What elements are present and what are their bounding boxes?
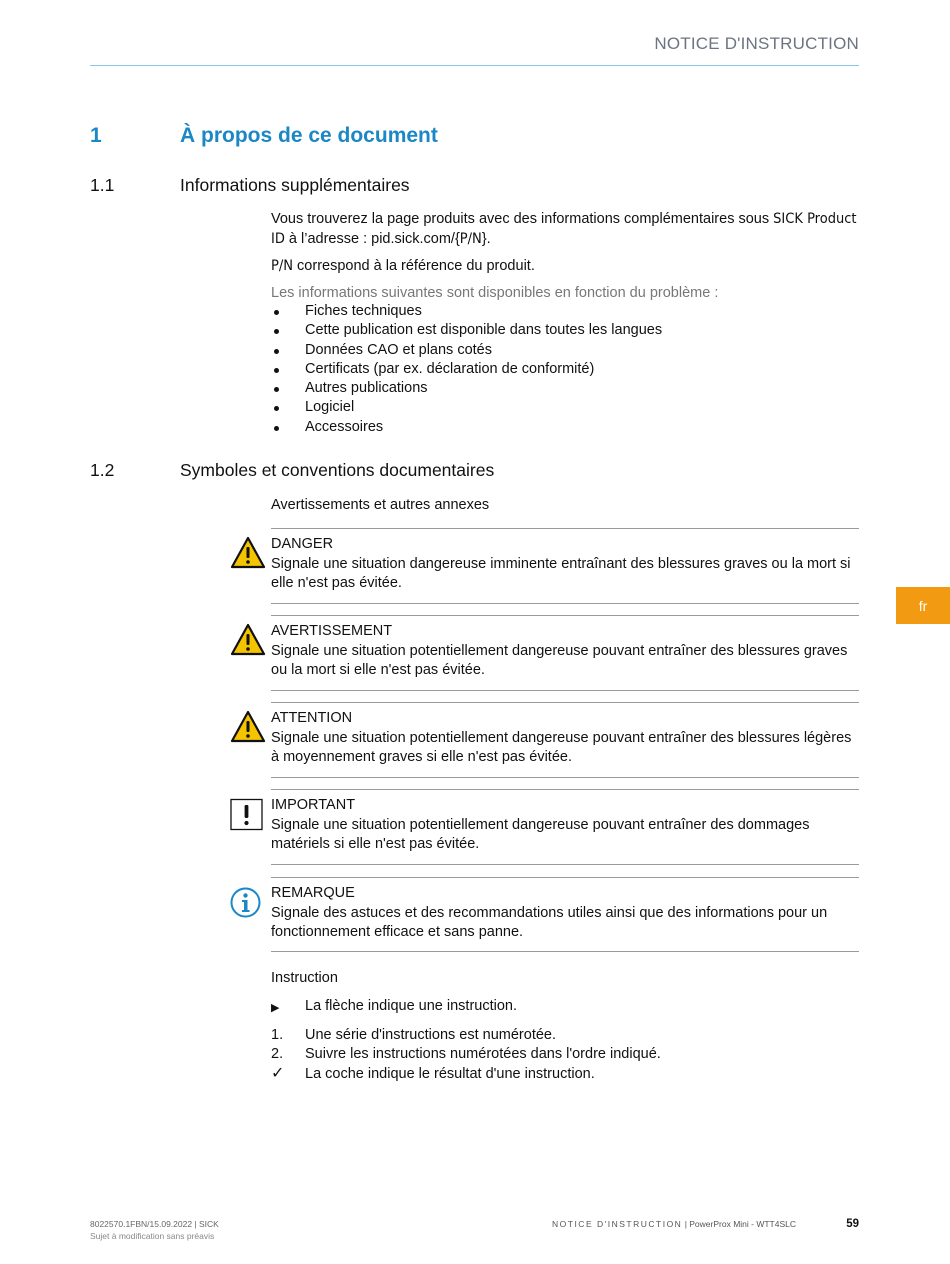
notice-rule-bottom	[271, 864, 859, 865]
warning-triangle-icon	[230, 710, 266, 744]
warning-triangle-icon	[230, 623, 266, 657]
footer-document-type	[552, 1219, 796, 1229]
list-item	[271, 997, 861, 1016]
notice-attention	[271, 709, 861, 768]
list-item	[271, 1045, 861, 1064]
list-item-text: Certificats (par ex. déclaration de conformité)	[305, 360, 595, 377]
notice-rule-bottom	[271, 951, 859, 952]
notice-text: Signale une situation dangereuse imminente entraînant des blessures graves ou la mort si elle n'est pas évitée.	[271, 555, 851, 591]
notice-rule-bottom	[271, 603, 859, 604]
product-name: PowerProx Mini - WTT4SLC	[689, 1219, 797, 1229]
notice-text: Signale une situation potentiellement dangereuse pouvant entraîner des blessures graves ou la mort si elle n'est pas évitée.	[271, 642, 848, 678]
pn-paragraph	[271, 257, 861, 277]
list-item-text: Autres publications	[305, 380, 428, 397]
doc-type: NOTICE D'INSTRUCTION	[552, 1219, 683, 1229]
paragraph-text: }.	[481, 230, 491, 247]
product-id-paragraph	[271, 210, 861, 249]
bullet-icon	[274, 387, 279, 392]
list-item	[271, 302, 861, 321]
list-item	[271, 379, 861, 398]
instruction-heading: Instruction	[271, 970, 338, 986]
list-item-text: Données CAO et plans cotés	[305, 341, 492, 358]
list-item	[271, 398, 861, 417]
notice-remarque	[271, 884, 861, 943]
list-item	[271, 341, 861, 360]
notice-rule-bottom	[271, 690, 859, 691]
info-circle-icon	[230, 886, 266, 920]
checkmark-icon: ✓	[271, 1064, 285, 1082]
list-intro: Les informations suivantes sont disponibles en fonction du problème :	[271, 284, 719, 301]
section-1-2-number: 1.2	[90, 460, 115, 480]
bullet-icon	[274, 329, 279, 334]
bullet-icon	[274, 368, 279, 373]
exclamation-box-icon	[230, 798, 266, 832]
paragraph-text: à l’adresse : pid.sick.com/{	[284, 230, 460, 247]
page-number: 59	[846, 1218, 859, 1230]
info-list	[271, 302, 861, 437]
pn-term: P/N	[271, 257, 294, 274]
notice-avertissement	[271, 622, 861, 681]
paragraph-text: correspond à la référence du produit.	[293, 257, 535, 274]
notice-title: DANGER	[271, 536, 334, 552]
play-arrow-icon: ▶	[271, 1002, 280, 1014]
bullet-icon	[274, 349, 279, 354]
list-item-text: Une série d'instructions est numérotée.	[305, 1027, 557, 1043]
running-header: NOTICE D'INSTRUCTION	[654, 34, 859, 53]
warning-triangle-icon	[230, 536, 266, 570]
bullet-icon	[274, 310, 279, 315]
list-item-text: La flèche indique une instruction.	[305, 998, 518, 1014]
section-1-number: 1	[90, 124, 102, 147]
section-1-1-body	[271, 210, 861, 437]
notice-rule-top	[271, 789, 859, 790]
notice-text: Signale des astuces et des recommandations utiles ainsi que des informations pour un fonctionnement efficace et sans panne.	[271, 904, 828, 940]
notice-rule-top	[271, 615, 859, 616]
product-id-term: SICK Product ID	[271, 211, 857, 247]
section-1-2-subtitle: Avertissements et autres annexes	[271, 497, 490, 513]
footer-separator: |	[682, 1219, 690, 1229]
arrow-instruction	[271, 997, 861, 1016]
notice-title: ATTENTION	[271, 710, 353, 726]
list-item-text: Suivre les instructions numérotées dans l'ordre indiqué.	[305, 1046, 661, 1063]
header-rule	[90, 65, 859, 66]
notice-rule-top	[271, 877, 859, 878]
notice-text: Signale une situation potentiellement dangereuse pouvant entraîner des blessures légères à moyennement graves si elle n'est pas évitée.	[271, 729, 852, 765]
section-1-title: À propos de ce document	[180, 124, 438, 147]
notice-important	[271, 796, 861, 855]
list-item-text: Accessoires	[305, 418, 384, 435]
list-item	[271, 418, 861, 437]
notice-text: Signale une situation potentiellement dangereuse pouvant entraîner des dommages matériels si elle n'est pas évitée.	[271, 816, 810, 852]
disclaimer: Sujet à modification sans préavis	[90, 1230, 215, 1241]
doc-reference: 8022570.1FBN/15.09.2022 | SICK	[90, 1219, 219, 1229]
section-1-2-title: Symboles et conventions documentaires	[180, 460, 495, 480]
notice-title: IMPORTANT	[271, 797, 356, 813]
notice-rule-bottom	[271, 777, 859, 778]
list-item	[271, 1065, 861, 1084]
notice-rule-top	[271, 702, 859, 703]
list-item-text: La coche indique le résultat d'une instruction.	[305, 1065, 595, 1082]
bullet-icon	[274, 426, 279, 431]
list-item-text: Cette publication est disponible dans toutes les langues	[305, 322, 663, 339]
list-item	[271, 321, 861, 340]
pn-term: P/N	[459, 230, 482, 247]
notice-rule-top	[271, 528, 859, 529]
notice-danger	[271, 535, 861, 594]
list-item-text: Fiches techniques	[305, 303, 422, 319]
notice-title: REMARQUE	[271, 885, 355, 901]
section-1-1-title: Informations supplémentaires	[180, 175, 410, 195]
notice-title: AVERTISSEMENT	[271, 623, 393, 639]
list-item-text: Logiciel	[305, 399, 355, 416]
numbered-instructions	[271, 1026, 861, 1084]
list-item	[271, 1026, 861, 1045]
list-item	[271, 360, 861, 379]
footer-doc-info	[90, 1219, 219, 1242]
paragraph-text: Vous trouverez la page produits avec des informations complémentaires sous	[271, 211, 774, 227]
language-tab[interactable]	[896, 587, 950, 624]
section-1-1-number: 1.1	[90, 175, 115, 195]
bullet-icon	[274, 406, 279, 411]
list-marker: 2.	[271, 1046, 284, 1063]
list-marker: 1.	[271, 1027, 284, 1043]
language-tab-label: fr	[918, 597, 928, 614]
